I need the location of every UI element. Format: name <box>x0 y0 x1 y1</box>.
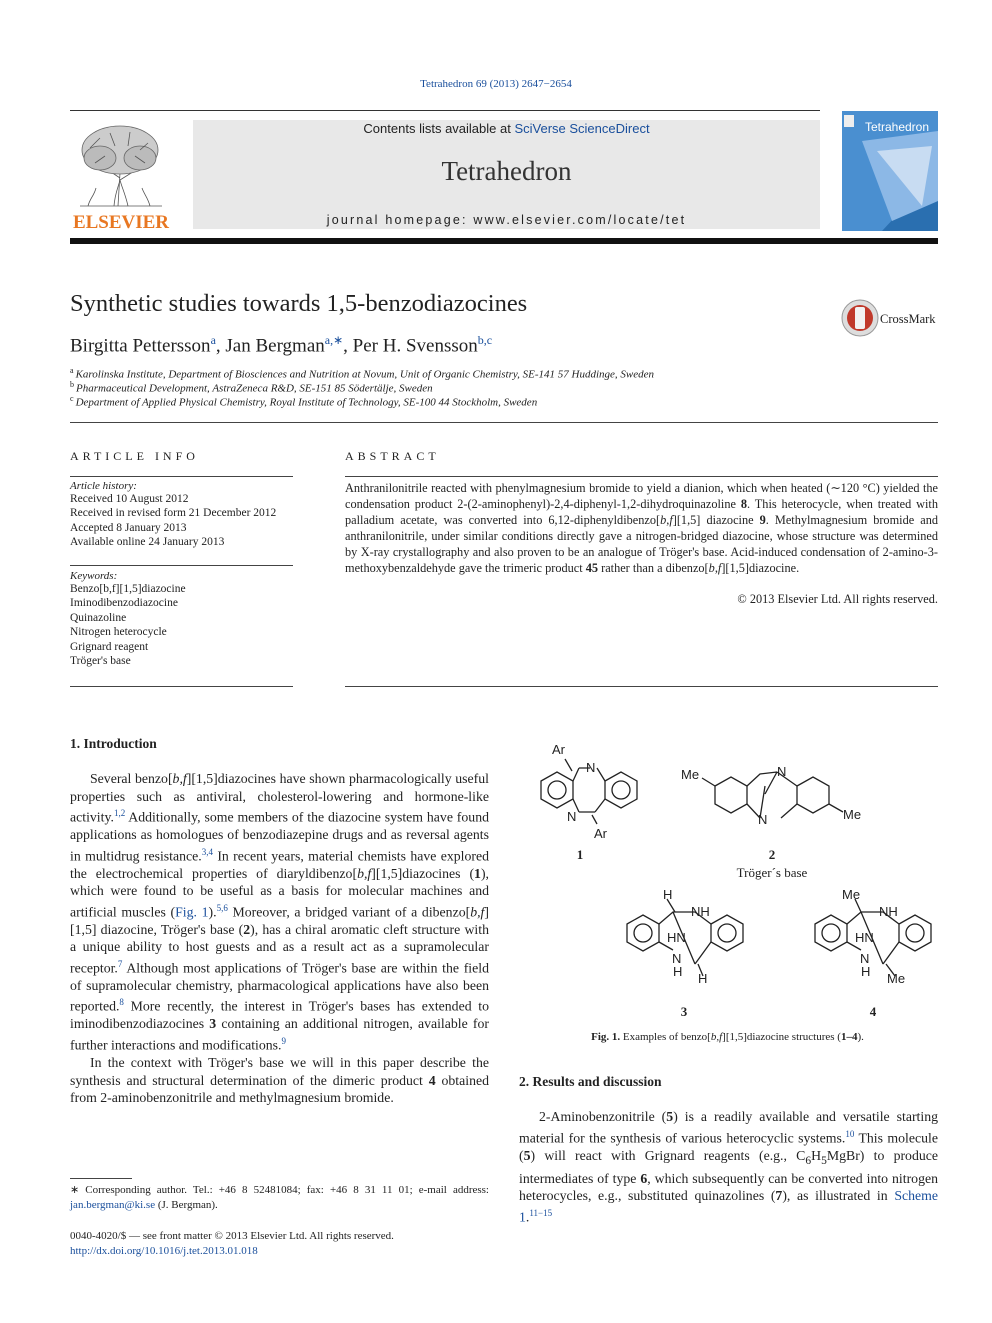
header-thick-rule <box>70 238 938 244</box>
keyword: Nitrogen heterocycle <box>70 626 167 639</box>
citation[interactable]: 10 <box>845 1128 855 1139</box>
affiliation-sup: b <box>70 380 74 389</box>
troger-label: Tröger´s base <box>736 865 808 880</box>
author-email-link[interactable]: jan.bergman@ki.se <box>70 1199 156 1211</box>
author-sup[interactable]: b,c <box>477 333 493 347</box>
citation[interactable]: 9 <box>281 1035 286 1046</box>
struct-label: NH <box>691 904 710 919</box>
crossmark-icon <box>840 298 940 338</box>
history-item: Accepted 8 January 2013 <box>70 521 187 534</box>
figure-1-structures <box>515 736 940 1026</box>
keyword: Tröger's base <box>70 655 131 668</box>
affiliation-text: Department of Applied Physical Chemistry, Royal Institute of Technology, SE-100 44 Stockholm, Sweden <box>75 396 538 409</box>
intro-heading: 1. Introduction <box>70 736 157 751</box>
abstract-rule <box>345 686 938 687</box>
keyword: Quinazoline <box>70 611 127 624</box>
results-paragraph: 2-Aminobenzonitrile (5) is a readily available and versatile starting material for the synthesis of various heterocyclic systems.$^{10}$ This molecule (5) will react with Grignard reagents (e.g., $C_6H_5MgBr$) to produce intermediates of type 6, which subsequently can be converted into nitrogen heterocycles, e.g., substituted quinazolines (7), as illustrated in Scheme 1.$^{11-15}$ <box>519 1109 939 1225</box>
affiliation-text: Karolinska Institute, Department of Biosciences and Nutrition at Novum, Unit of Organic Chemistry, SE-141 57 Huddinge, Sweden <box>75 368 655 381</box>
results-body <box>519 1108 938 1226</box>
figure-1 <box>515 736 940 1026</box>
journal-cover-image <box>842 111 938 231</box>
struct-label: H <box>698 971 708 986</box>
struct-label: H <box>861 964 871 979</box>
struct-label: H <box>673 964 683 979</box>
article-info-rule <box>70 565 293 566</box>
struct-label: N <box>758 812 768 827</box>
affiliation <box>70 366 654 381</box>
struct-label: Ar <box>552 742 565 757</box>
journal-reference[interactable]: Tetrahedron 69 (2013) 2647−2654 <box>420 78 572 90</box>
history-label: Article history: <box>70 480 137 492</box>
article-info-heading: ARTICLE INFO <box>70 449 199 463</box>
citation[interactable]: 3,4 <box>201 846 213 857</box>
citation[interactable]: 11−15 <box>529 1207 553 1218</box>
corresponding-author-note: ∗ Corresponding author. Tel.: +46 8 52481084; fax: +46 8 31 11 01; e-mail address: jan.bergman@ki.se (J. Bergman). <box>70 1184 489 1211</box>
author-sup[interactable]: a <box>210 333 216 347</box>
figure-link[interactable]: Fig. 1 <box>175 904 209 920</box>
compound-number: 4 <box>869 1004 877 1019</box>
affiliation-sup: c <box>70 394 74 403</box>
author-name[interactable]: Per H. Svensson <box>352 335 478 357</box>
abstract-heading: ABSTRACT <box>345 449 440 463</box>
cover-title: Tetrahedron <box>864 120 930 134</box>
issn-line: 0040-4020/$ — see front matter © 2013 Elsevier Ltd. All rights reserved. <box>70 1230 394 1242</box>
article-info-rule <box>70 686 293 687</box>
abstract-rule <box>345 476 938 477</box>
struct-label: N <box>777 764 787 779</box>
contents-line <box>193 121 820 136</box>
struct-label: Me <box>842 887 861 902</box>
keyword: Iminodibenzodiazocine <box>70 597 178 610</box>
article-info-rule <box>70 476 293 477</box>
author-name[interactable]: Jan Bergman <box>225 335 325 357</box>
compound-number: 1 <box>576 847 584 862</box>
figure-caption: Fig. 1. Examples of benzo[b,f][1,5]diazocine structures (1–4). <box>591 1031 864 1043</box>
struct-label: N <box>586 760 596 775</box>
journal-homepage[interactable]: journal homepage: www.elsevier.com/locate/tet <box>326 213 687 227</box>
struct-label: HN <box>855 930 874 945</box>
struct-label: Ar <box>594 826 607 841</box>
intro-paragraph: Several benzo[b,f][1,5]diazocines have shown pharmacologically useful properties such as antiviral, cholesterol-lowering and hormone-like activity.$^{1,2}$ Additionally, some members of the diazocine system have found applications as homologues of benzodiazepine drugs and as reversal agents in multidrug resistance.$^{3,4}$ In recent years, material chemists have explored the electrochemical properties of diaryldibenzo[b,f][1,5]diazocines (1), which were found to be useful as a basis for molecular machines and artificial muscles (Fig. 1).$^{5,6}$ Moreover, a bridged variant of a dibenzo[b,f][1,5] diazocine, Tröger's base (2), has a chiral aromatic cleft structure with a unique ability to host guests and as a result act as a supramolecular receptor.$^7$ Although most applications of Tröger's base are within the field of supramolecular chemistry, pharmacological applications have also been reported.$^8$ More recently, the interest in Tröger's bases has extended to iminodibenzodiazocines 3 containing an additional nitrogen, available for further interactions and modifications.$^9$ <box>70 771 490 1053</box>
journal-name: Tetrahedron <box>441 156 572 186</box>
struct-label: N <box>860 951 870 966</box>
article-title: Synthetic studies towards 1,5-benzodiazocines <box>70 290 528 317</box>
sciencedirect-link[interactable]: SciVerse ScienceDirect <box>514 121 650 136</box>
journal-cover[interactable] <box>842 111 938 231</box>
intro-paragraph: In the context with Tröger's base we will in this paper describe the synthesis and structural determination of the dimeric product 4 obtained from 2-aminobenzonitrile and methylmagnesium bromide. <box>70 1055 489 1106</box>
history-item: Received in revised form 21 December 2012 <box>70 507 277 520</box>
contents-prefix: Contents lists available at <box>363 121 515 136</box>
history-item: Received 10 August 2012 <box>70 493 189 505</box>
struct-label: NH <box>879 904 898 919</box>
author-name[interactable]: Birgitta Pettersson <box>70 335 211 357</box>
elsevier-logo[interactable] <box>70 118 172 232</box>
citation[interactable]: 5,6 <box>216 902 228 913</box>
header-rule <box>70 110 820 111</box>
citation[interactable]: 1,2 <box>113 808 126 818</box>
struct-label: N <box>567 809 577 824</box>
elsevier-wordmark: ELSEVIER <box>72 212 170 232</box>
crossmark-badge[interactable] <box>840 298 940 338</box>
affiliation-text: Pharmaceutical Development, AstraZeneca R&D, SE-151 85 Södertälje, Sweden <box>76 382 433 395</box>
struct-label: N <box>672 951 682 966</box>
affiliation <box>70 380 433 395</box>
article-history <box>70 480 293 550</box>
struct-label: H <box>663 887 673 902</box>
results-heading: 2. Results and discussion <box>519 1074 662 1089</box>
history-item: Available online 24 January 2013 <box>70 536 225 549</box>
elsevier-tree-icon <box>70 118 172 232</box>
struct-label: Me <box>887 971 906 986</box>
keyword: Grignard reagent <box>70 640 149 653</box>
author-list: Birgitta Pettersson$^a$, Jan Bergman$^{a,∗}$, Per H. Svensson$^{b,c}$ <box>70 333 493 357</box>
keywords-label: Keywords: <box>70 570 118 582</box>
struct-label: HN <box>667 930 686 945</box>
copyright: © 2013 Elsevier Ltd. All rights reserved. <box>737 592 938 606</box>
affiliation-sup: a <box>70 366 74 375</box>
citation[interactable]: 8 <box>119 997 124 1008</box>
intro-body <box>70 770 489 1107</box>
issn-block <box>70 1229 394 1259</box>
compound-number: 3 <box>680 1004 688 1019</box>
compound-number: 2 <box>768 847 776 862</box>
scheme-link[interactable]: Scheme 1 <box>519 1188 938 1225</box>
struct-label: Me <box>681 767 700 782</box>
citation[interactable]: 7 <box>117 958 123 969</box>
author-sup[interactable]: a,∗ <box>324 333 344 347</box>
keywords <box>70 570 293 668</box>
doi-link[interactable]: http://dx.doi.org/10.1016/j.tet.2013.01.018 <box>70 1245 258 1257</box>
affiliation <box>70 394 537 409</box>
section-rule <box>70 422 938 423</box>
abstract-text: Anthranilonitrile reacted with phenylmagnesium bromide to yield a dianion, which when heated (∼120 °C) yielded the condensation product 2-(2-aminophenyl)-2,4-diphenyl-1,2-dihydroquinazoline 8. This heterocycle, when treated with palladium acetate, was converted into 6,12-diphenyldibenzo[b,f][1,5] diazocine 9. Methylmagnesium bromide and anthranilonitrile, under similar conditions directly gave a nitrogen-bridged diazocine, whose structure was determined by X-ray crystallography and also proven to be an analogue of Tröger's base. Acid-induced condensation of 2-amino-3-methoxybenzaldehyde gave the trimeric product 45 rather than a dibenzo[b,f][1,5]diazocine. <box>345 481 938 575</box>
keyword: Benzo[b,f][1,5]diazocine <box>70 583 186 595</box>
crossmark-label: CrossMark <box>880 312 936 326</box>
footnote-rule <box>70 1178 132 1179</box>
struct-label: Me <box>843 807 862 822</box>
